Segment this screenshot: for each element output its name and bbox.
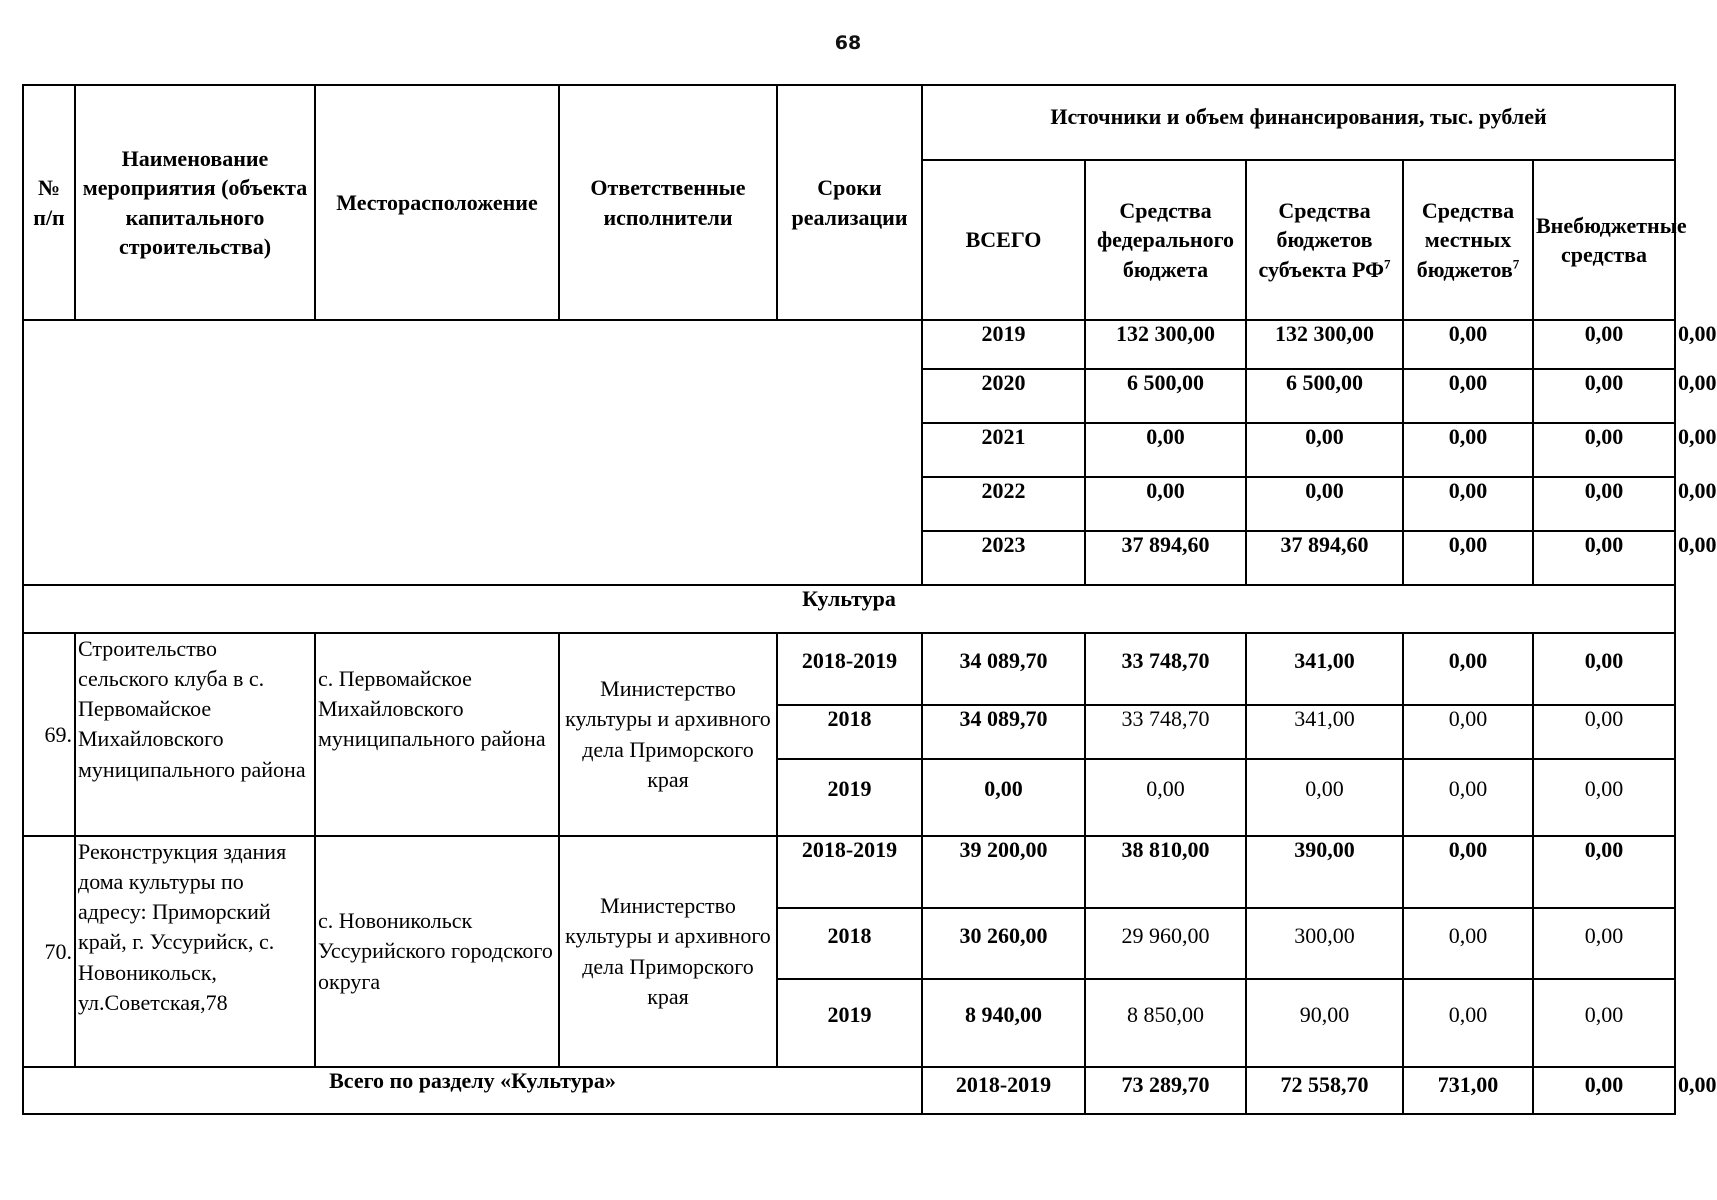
cell-year: 2019 bbox=[922, 320, 1085, 369]
financing-table bbox=[22, 84, 1717, 1115]
cell-federal: 8 850,00 bbox=[1085, 979, 1246, 1067]
cell-year: 2018-2019 bbox=[922, 1067, 1085, 1114]
header-offbudget: Внебюджетные средства bbox=[1533, 160, 1675, 320]
cell-year: 2022 bbox=[922, 477, 1085, 531]
cell-subject: 0,00 bbox=[1403, 320, 1533, 369]
cell-local: 0,00 bbox=[1403, 705, 1533, 759]
cell-total: 0,00 bbox=[1085, 477, 1246, 531]
cell-total: 37 894,60 bbox=[1085, 531, 1246, 585]
cell-offbudget: 0,00 bbox=[1533, 979, 1675, 1067]
cell-subject: 0,00 bbox=[1403, 423, 1533, 477]
header-name: Наименование мероприятия (объекта капитального строительства) bbox=[75, 85, 315, 320]
cell-offbudget: 0,00 bbox=[1533, 633, 1675, 705]
header-federal: Средства федерального бюджета bbox=[1085, 160, 1246, 320]
cell-federal: 0,00 bbox=[1085, 759, 1246, 836]
cell-local: 0,00 bbox=[1403, 759, 1533, 836]
cell-local: 0,00 bbox=[1533, 531, 1675, 585]
cell-subject: 0,00 bbox=[1403, 477, 1533, 531]
item-name: Строительство сельского клуба в с. Первомайское Михайловского муниципального района bbox=[75, 633, 315, 836]
section-total-row: Всего по разделу «Культура» 2018-2019 73 289,70 72 558,70 731,00 0,00 0,00 bbox=[23, 1067, 1675, 1114]
cell-total: 132 300,00 bbox=[1085, 320, 1246, 369]
item-executors: Министерство культуры и архивного дела Приморского края bbox=[559, 633, 777, 836]
cell-subject: 300,00 bbox=[1246, 908, 1403, 979]
cell-year: 2019 bbox=[777, 979, 922, 1067]
carryover-blank bbox=[23, 320, 922, 585]
cell-total: 30 260,00 bbox=[922, 908, 1085, 979]
header-subject bbox=[1246, 160, 1403, 320]
cell-offbudget: 0,00 bbox=[1533, 908, 1675, 979]
cell-subject: 341,00 bbox=[1246, 633, 1403, 705]
cell-year: 2023 bbox=[922, 531, 1085, 585]
cell-subject: 341,00 bbox=[1246, 705, 1403, 759]
cell-year: 2018 bbox=[777, 705, 922, 759]
page-number: 68 bbox=[834, 32, 862, 54]
header-location: Месторасположение bbox=[315, 85, 559, 320]
header-executors: Ответственные исполнители bbox=[559, 85, 777, 320]
carryover-row: 2019 132 300,00 132 300,00 0,00 0,00 0,00 bbox=[23, 320, 1675, 369]
header-local-label: Средства местных бюджетов bbox=[1416, 198, 1515, 282]
item-location: с. Первомайское Михайловского муниципального района bbox=[315, 633, 559, 836]
cell-year: 2018 bbox=[777, 908, 922, 979]
item-executors: Министерство культуры и архивного дела Приморского края bbox=[559, 836, 777, 1067]
cell-federal: 0,00 bbox=[1246, 423, 1403, 477]
cell-total: 34 089,70 bbox=[922, 633, 1085, 705]
carryover-row: 2022 0,00 0,00 0,00 0,00 0,00 bbox=[23, 477, 1675, 531]
cell-total: 39 200,00 bbox=[922, 836, 1085, 908]
carryover-row: 2021 0,00 0,00 0,00 0,00 0,00 bbox=[23, 423, 1675, 477]
cell-subject: 390,00 bbox=[1246, 836, 1403, 908]
header-total: ВСЕГО bbox=[922, 160, 1085, 320]
cell-subject: 0,00 bbox=[1246, 759, 1403, 836]
carryover-row: 2023 37 894,60 37 894,60 0,00 0,00 0,00 bbox=[23, 531, 1675, 585]
cell-federal: 0,00 bbox=[1246, 477, 1403, 531]
cell-local: 0,00 bbox=[1403, 633, 1533, 705]
cell-subject: 0,00 bbox=[1403, 531, 1533, 585]
header-sources: Источники и объем финансирования, тыс. рублей bbox=[922, 85, 1675, 160]
header-local-footnote: 7 bbox=[1512, 256, 1520, 272]
cell-total: 34 089,70 bbox=[922, 705, 1085, 759]
item-number: 70. bbox=[23, 836, 75, 1067]
cell-offbudget: 0,00 bbox=[1533, 836, 1675, 908]
header-terms: Сроки реализации bbox=[777, 85, 922, 320]
cell-total: 8 940,00 bbox=[922, 979, 1085, 1067]
item-number: 69. bbox=[23, 633, 75, 836]
cell-federal: 38 810,00 bbox=[1085, 836, 1246, 908]
cell-local: 0,00 bbox=[1533, 320, 1675, 369]
cell-subject: 731,00 bbox=[1403, 1067, 1533, 1114]
header-num: № п/п bbox=[23, 85, 75, 320]
cell-federal: 132 300,00 bbox=[1246, 320, 1403, 369]
cell-year: 2021 bbox=[922, 423, 1085, 477]
cell-local: 0,00 bbox=[1533, 423, 1675, 477]
cell-federal: 72 558,70 bbox=[1246, 1067, 1403, 1114]
header-local bbox=[1403, 160, 1533, 320]
section-total-label: Всего по разделу «Культура» bbox=[23, 1067, 922, 1114]
cell-local: 0,00 bbox=[1533, 1067, 1675, 1114]
cell-federal: 33 748,70 bbox=[1085, 705, 1246, 759]
cell-year: 2020 bbox=[922, 369, 1085, 423]
cell-year: 2019 bbox=[777, 759, 922, 836]
cell-total: 6 500,00 bbox=[1085, 369, 1246, 423]
cell-total: 0,00 bbox=[1085, 423, 1246, 477]
section-row bbox=[23, 585, 1675, 633]
section-title: Культура bbox=[23, 585, 1675, 633]
cell-federal: 6 500,00 bbox=[1246, 369, 1403, 423]
cell-federal: 29 960,00 bbox=[1085, 908, 1246, 979]
item-location: с. Новоникольск Уссурийского городского округа bbox=[315, 836, 559, 1067]
cell-offbudget: 0,00 bbox=[1533, 705, 1675, 759]
header-subject-footnote: 7 bbox=[1383, 256, 1391, 272]
cell-year: 2018-2019 bbox=[777, 633, 922, 705]
item-row bbox=[23, 836, 1675, 908]
cell-local: 0,00 bbox=[1533, 369, 1675, 423]
header-row-1 bbox=[23, 85, 1675, 160]
cell-local: 0,00 bbox=[1403, 979, 1533, 1067]
cell-subject: 0,00 bbox=[1403, 369, 1533, 423]
cell-subject: 90,00 bbox=[1246, 979, 1403, 1067]
cell-federal: 33 748,70 bbox=[1085, 633, 1246, 705]
cell-year: 2018-2019 bbox=[777, 836, 922, 908]
header-subject-label: Средства бюджетов субъекта РФ bbox=[1258, 198, 1384, 282]
cell-offbudget: 0,00 bbox=[1533, 759, 1675, 836]
cell-local: 0,00 bbox=[1403, 908, 1533, 979]
cell-local: 0,00 bbox=[1403, 836, 1533, 908]
cell-local: 0,00 bbox=[1533, 477, 1675, 531]
cell-total: 0,00 bbox=[922, 759, 1085, 836]
carryover-row: 2020 6 500,00 6 500,00 0,00 0,00 0,00 bbox=[23, 369, 1675, 423]
cell-federal: 37 894,60 bbox=[1246, 531, 1403, 585]
item-name: Реконструкция здания дома культуры по адресу: Приморский край, г. Уссурийск, с. Новоникольск, ул.Советская,78 bbox=[75, 836, 315, 1067]
item-row bbox=[23, 633, 1675, 705]
cell-total: 73 289,70 bbox=[1085, 1067, 1246, 1114]
